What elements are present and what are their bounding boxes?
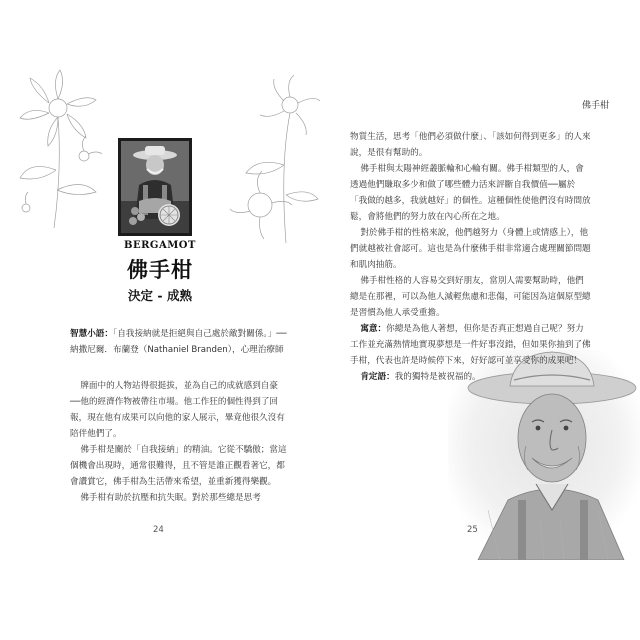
caution-paragraph [350,321,592,369]
flower-sketch-left-inner-icon [220,75,320,245]
affirmation-text: 我的獨特是被祝福的。 [394,372,481,382]
left-body-text [70,378,288,506]
paragraph: 對於佛手柑的性格來說，他們越努力（身體上或情感上），他們就越被社會認可。這也是為什麼佛手柑非常適合處理關節問題和肌肉抽筋。 [350,228,591,270]
paragraph: 佛手柑有助於抗壓和抗失眠。對於那些總是思考 [80,493,261,503]
paragraph: 佛手柑是關於「自我接納」的精油。它從不驕傲；當這個機會出現時，通常很難得，且不管是誰正觀看著它，都會讚賞它，佛手柑為生活帶來希望，並重新獲得樂觀。 [70,445,287,487]
wisdom-label: 智慧小語： [70,329,113,339]
wisdom-quote [70,326,288,358]
card-subtitle: 決定 - 成熟 [128,288,192,303]
wisdom-text: 「自我接納就是拒絕與自己處於敵對關係。」──納撒尼爾．布蘭登（Nathaniel Branden），心理治療師 [70,329,287,355]
paragraph: 佛手柑與太陽神經叢脈輪和心輪有關。佛手柑類型的人，會透過他們賺取多少和做了哪些體力活來評斷自我價值──屬於「我做的越多，我就越好」的個性。這種個性使他們沒有時間放鬆，會將他們的努力放在內心所在之地。 [350,164,591,222]
tarot-card-bergamot-icon [121,141,189,233]
page-number-right: 25 [467,525,478,535]
caution-text: 你總是為他人著想，但你是否真正想過自己呢？努力工作並充滿熱情地實現夢想是一件好事沒錯，但如果你抽到了佛手柑，代表也許是時候停下來，好好認可並享受你的成果吧！ [350,324,591,366]
right-page [320,0,640,640]
card-title-en: BERGAMOT [124,240,196,251]
running-header: 佛手柑 [582,101,610,111]
card-title-zh: 佛手柑 [127,258,193,282]
affirmation-label: 肯定語： [360,372,395,382]
paragraph: 佛手柑性格的人容易交到好朋友，當別人需要幫助時，他們總是在那裡，可以為他人減輕焦慮和悲傷，可能因為這個原型總是習慣為他人承受重擔。 [350,276,591,318]
affirmation-paragraph [350,369,592,385]
page-number-left: 24 [153,525,164,535]
tarot-card [118,138,192,236]
flower-sketch-left-icon [0,60,110,230]
right-body-text [350,129,592,385]
paragraph: 牌面中的人物站得很挺拔，並為自己的成就感到自豪──他的經濟作物被帶往市場。他工作狂的個性得到了回報，現在他有成果可以向他的家人展示，畢竟他很久沒有陪伴他們了。 [70,381,285,439]
paragraph: 物質生活，思考「他們必須做什麼」、「該如何得到更多」的人來說，是很有幫助的。 [350,132,591,158]
caution-label: 寓意： [360,324,387,334]
